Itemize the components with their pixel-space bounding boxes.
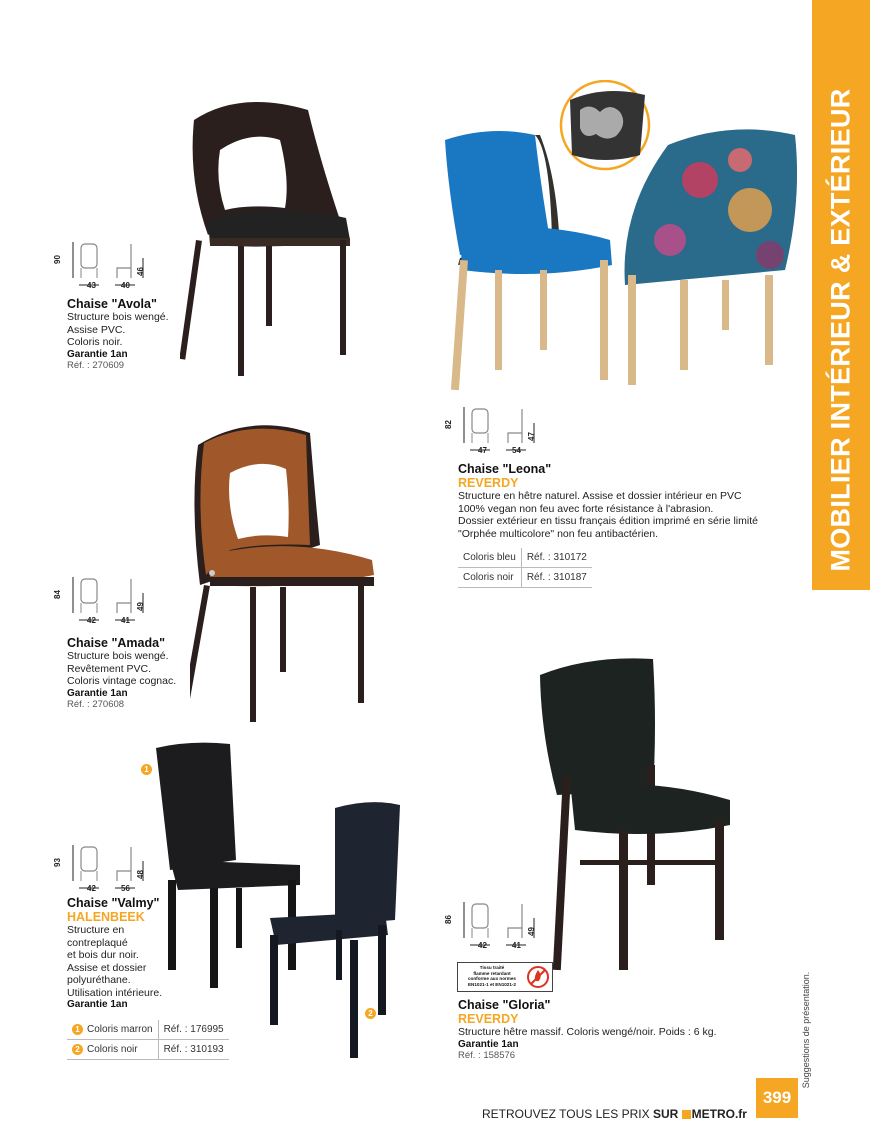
page-number: 399 <box>756 1078 798 1118</box>
leona-variant-label: Coloris noir <box>458 568 521 588</box>
amada-title: Chaise "Amada" <box>67 636 165 650</box>
gloria-info <box>458 998 758 1061</box>
gloria-dim-height: 86 <box>443 915 453 924</box>
table-row <box>67 1020 229 1040</box>
valmy-variant-badge: 1 <box>72 1024 83 1035</box>
valmy-dim-depth: 56 <box>121 884 130 893</box>
leona-chair-image <box>440 80 805 400</box>
amada-chair-image <box>190 425 380 725</box>
valmy-info <box>67 896 197 1010</box>
leona-info <box>458 462 798 540</box>
footer <box>482 1107 747 1121</box>
leona-dim-width: 47 <box>478 446 487 455</box>
valmy-variant-text: Coloris marron <box>87 1024 153 1035</box>
valmy-image-badge-1: 1 <box>141 764 152 775</box>
valmy-dim-seat: 48 <box>135 870 145 879</box>
avola-info <box>67 297 207 371</box>
avola-description: Structure bois wengé. Assise PVC. Coloris noir. <box>67 311 169 348</box>
fire-retardant-label <box>457 962 553 992</box>
leona-brand: REVERDY <box>458 476 519 490</box>
gloria-dim-seat: 49 <box>526 927 536 936</box>
footer-site[interactable]: METRO.fr <box>691 1107 747 1121</box>
no-fire-icon <box>526 965 550 989</box>
leona-dim-seat: 47 <box>526 432 536 441</box>
leona-dim-height: 82 <box>443 420 453 429</box>
valmy-guarantee: Garantie 1an <box>67 999 128 1010</box>
amada-guarantee: Garantie 1an <box>67 687 128 699</box>
avola-dim-height: 90 <box>52 255 62 264</box>
leona-variant-ref: Réf. : 310187 <box>521 568 592 588</box>
metro-logo-icon <box>682 1110 691 1119</box>
valmy-title: Chaise "Valmy" <box>67 896 160 910</box>
amada-dim-depth: 41 <box>121 616 130 625</box>
valmy-ref-table <box>67 1020 229 1060</box>
category-sidebar-title-wrap <box>812 0 870 590</box>
gloria-title: Chaise "Gloria" <box>458 998 551 1012</box>
gloria-ref: Réf. : 158576 <box>458 1049 516 1061</box>
leona-dimension-diagram <box>456 405 546 455</box>
table-row <box>67 1040 229 1060</box>
leona-variant-ref: Réf. : 310172 <box>521 548 592 568</box>
amada-dimension-diagram <box>65 575 155 625</box>
fire-label-line: Tissu traité <box>479 965 505 970</box>
avola-dimension-diagram <box>65 240 155 290</box>
leona-description: Structure en hêtre naturel. Assise et dossier intérieur en PVC 100% vegan non feu avec forte résistance à l'abrasion. Dossier extérieur en tissu français édition imprimé en série limité "Orphée multicolore" non feu antibactérien. <box>458 490 758 540</box>
leona-dim-depth: 54 <box>512 446 521 455</box>
valmy-brand: HALENBEEK <box>67 910 145 924</box>
footer-text: RETROUVEZ TOUS LES PRIX <box>482 1107 650 1121</box>
avola-dim-width: 43 <box>87 281 96 290</box>
amada-description: Structure bois wengé. Revêtement PVC. Coloris vintage cognac. <box>67 650 177 687</box>
amada-ref: Réf. : 270608 <box>67 698 125 710</box>
amada-dim-width: 42 <box>87 616 96 625</box>
valmy-dim-height: 93 <box>52 858 62 867</box>
table-row <box>458 568 592 588</box>
valmy-description: Structure en contreplaqué et bois dur noir. Assise et dossier polyuréthane. Utilisation intérieure. <box>67 924 163 999</box>
avola-title: Chaise "Avola" <box>67 297 157 311</box>
avola-chair-image <box>180 100 360 380</box>
valmy-image-badge-2: 2 <box>365 1008 376 1019</box>
fire-label-line: EN1021-1 et EN1021-2 <box>467 981 516 987</box>
valmy-variant-ref: Réf. : 310193 <box>158 1040 229 1060</box>
gloria-dimension-diagram <box>456 900 546 950</box>
gloria-chair-image <box>535 655 740 975</box>
amada-info <box>67 636 217 710</box>
valmy-variant-badge: 2 <box>72 1044 83 1055</box>
valmy-dim-width: 42 <box>87 884 96 893</box>
valmy-variant-ref: Réf. : 176995 <box>158 1020 229 1040</box>
gloria-description: Structure hêtre massif. Coloris wengé/noir. Poids : 6 kg. <box>458 1026 717 1038</box>
footer-sur: SUR <box>652 1107 679 1121</box>
avola-guarantee: Garantie 1an <box>67 348 128 360</box>
valmy-variant-text: Coloris noir <box>87 1044 138 1055</box>
amada-dim-seat: 49 <box>135 602 145 611</box>
presentation-note: Suggestions de présentation. <box>801 971 811 1089</box>
leona-ref-table <box>458 548 592 588</box>
avola-ref: Réf. : 270609 <box>67 359 125 371</box>
gloria-brand: REVERDY <box>458 1012 519 1026</box>
avola-dim-seat: 46 <box>135 267 145 276</box>
valmy-variant-label <box>67 1040 158 1060</box>
valmy-dimension-diagram <box>65 843 155 893</box>
amada-dim-height: 84 <box>52 590 62 599</box>
gloria-dim-depth: 41 <box>512 941 521 950</box>
gloria-dim-width: 42 <box>478 941 487 950</box>
fire-label-line: conforme aux normes <box>468 976 516 982</box>
valmy-variant-label <box>67 1020 158 1040</box>
gloria-guarantee: Garantie 1an <box>458 1038 519 1050</box>
category-title: MOBILIER INTÉRIEUR & EXTÉRIEUR <box>825 88 856 572</box>
leona-title: Chaise "Leona" <box>458 462 552 476</box>
table-row <box>458 548 592 568</box>
fire-label-line: flamme retardant <box>473 970 511 976</box>
leona-variant-label: Coloris bleu <box>458 548 521 568</box>
avola-dim-depth: 40 <box>121 281 130 290</box>
